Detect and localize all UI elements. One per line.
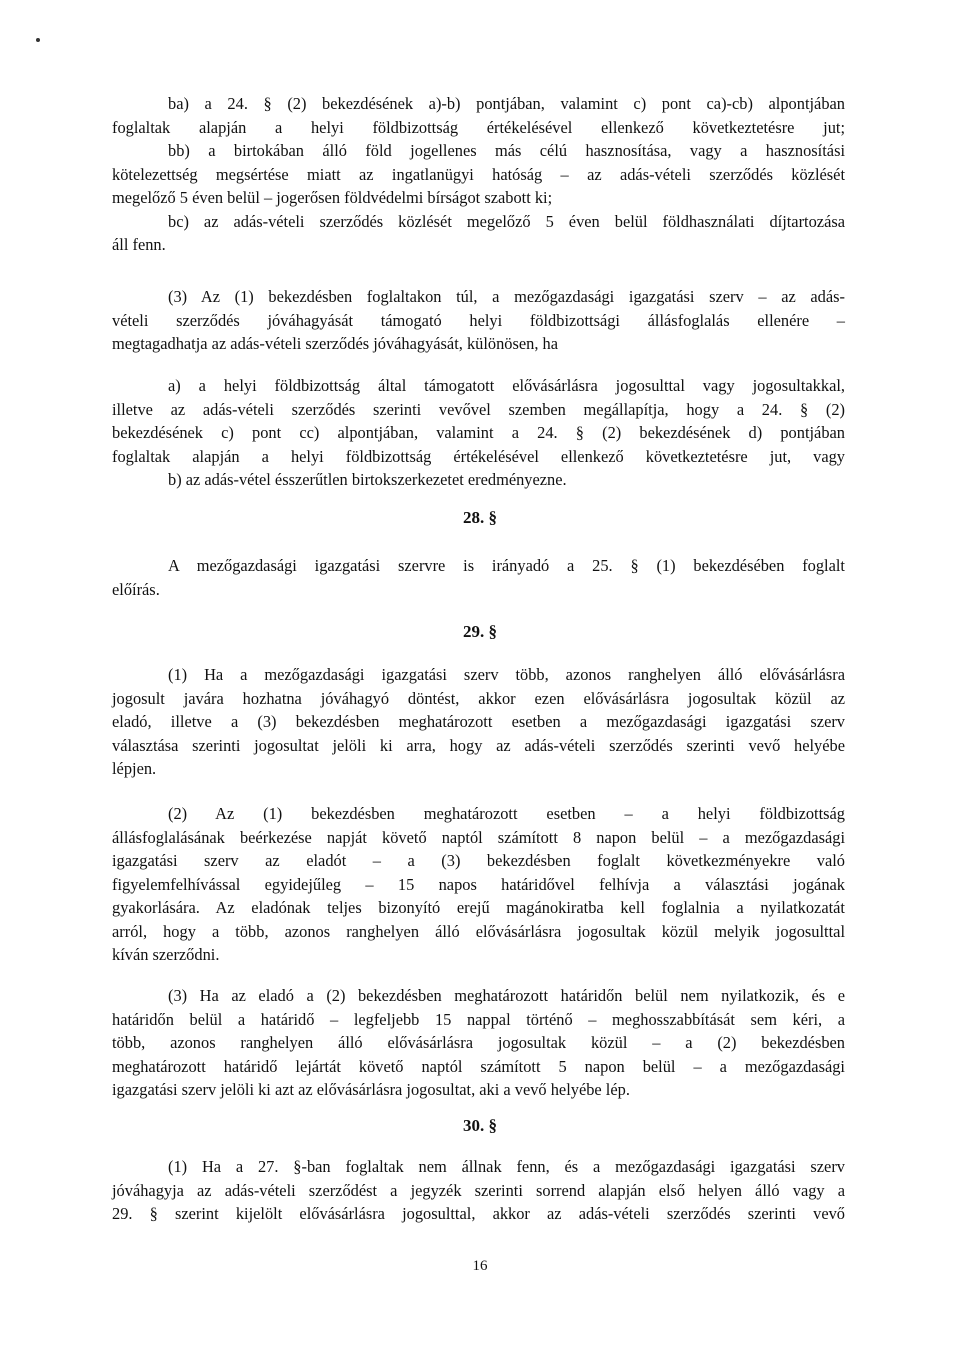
- text-line: igazgatási szerv jelöli ki azt az elővásárlásra jogosultat, aki a vevő helyébe lép.: [112, 1080, 630, 1099]
- text-line: előírás.: [112, 579, 160, 599]
- text-line: foglaltak alapján a helyi földbizottság értékelésével ellenkező következtetésre jut;: [112, 117, 845, 137]
- text-line: (3) Az (1) bekezdésben foglaltakon túl, a mezőgazdasági igazgatási szerv – az adás-: [168, 287, 845, 306]
- section-29-paragraph-3: [112, 984, 845, 1102]
- text-line: gyakorlására. Az eladónak teljes bizonyító erejű magánokiratba kell foglalnia a nyilatkozatát: [112, 898, 845, 917]
- text-line: eladó, illetve a (3) bekezdésben meghatározott esetben a mezőgazdasági igazgatási szerv: [112, 712, 845, 731]
- text-line: illetve az adás-vételi szerződés szerinti vevővel szemben megállapítja, hogy a 24. § (2): [112, 399, 845, 419]
- text-line: áll fenn.: [112, 235, 166, 254]
- paragraph-a-b: [112, 374, 845, 492]
- paragraph-ba-bc: [112, 92, 845, 257]
- text-line: megtagadhatja az adás-vételi szerződés jóváhagyását, különösen, ha: [112, 334, 559, 353]
- text-line: bb) a birtokában álló föld jogellenes más célú hasznosítása, vagy a hasznosítási: [168, 141, 845, 160]
- text-line: ba) a 24. § (2) bekezdésének a)-b) pontjában, valamint c) pont ca)-cb) alpontjában: [168, 94, 845, 113]
- text-line: jogosult javára hozhatna jóváhagyó döntést, akkor ezen elővásárlásra jogosultak közül az: [112, 688, 845, 708]
- section-29-paragraph-1: [112, 663, 845, 781]
- text-line: bekezdésének c) pont cc) alpontjában, valamint a 24. § (2) bekezdésének d) pontjában: [112, 423, 845, 442]
- text-line: A mezőgazdasági igazgatási szervre is irányadó a 25. § (1) bekezdésében foglalt: [168, 556, 845, 575]
- text-line: kíván szerződni.: [112, 945, 220, 964]
- paragraph-3: [112, 285, 845, 356]
- text-line: arról, hogy a több, azonos ranghelyen álló elővásárlásra jogosultak közül melyik jogosulttal: [112, 921, 845, 941]
- text-line: bc) az adás-vételi szerződés közlését megelőző 5 éven belül földhasználati díjtartozása: [168, 211, 845, 231]
- text-line: (1) Ha a mezőgazdasági igazgatási szerv több, azonos ranghelyen álló elővásárlásra: [168, 665, 845, 684]
- page-number: 16: [472, 1258, 488, 1274]
- text-line: lépjen.: [112, 759, 157, 778]
- section-heading-29: 29. §: [463, 622, 497, 641]
- text-line: meghatározott határidő lejártát követő naptól számított 5 napon belül – a mezőgazdasági: [112, 1056, 845, 1076]
- text-line: jóváhagyja az adás-vételi szerződést a jegyzék szerinti sorrend alapján első helyen álló vagy a: [112, 1180, 845, 1200]
- text-line: választása szerinti jogosultat jelöli ki arra, hogy az adás-vételi szerződés szerinti vevő helyébe: [112, 735, 845, 755]
- text-line: több, azonos ranghelyen álló elővásárlásra jogosultak közül – a (2) bekezdésben: [112, 1033, 845, 1052]
- section-heading-30: 30. §: [463, 1116, 497, 1135]
- text-line: határidőn belül a határidő – legfeljebb 15 nappal történő – meghosszabbítását sem kéri, a: [112, 1009, 845, 1029]
- text-line: vételi szerződés jóváhagyását támogató helyi földbizottsági állásfoglalás ellenére –: [112, 310, 845, 330]
- text-line: (1) Ha a 27. §-ban foglaltak nem állnak fenn, és a mezőgazdasági igazgatási szerv: [168, 1157, 845, 1176]
- scan-speck: [36, 38, 40, 42]
- section-30-paragraph-1: [112, 1155, 845, 1226]
- text-line: (2) Az (1) bekezdésben meghatározott esetben – a helyi földbizottság: [168, 804, 845, 823]
- text-line: megelőző 5 éven belül – jogerősen földvédelmi bírságot szabott ki;: [112, 188, 553, 207]
- section-29-paragraph-2: [112, 802, 845, 967]
- text-line: foglaltak alapján a helyi földbizottság értékelésével ellenkező következtetésre jut, vagy: [112, 446, 845, 466]
- text-line: figyelemfelhívással egyidejűleg – 15 napos határidővel felhívja a választási jogának: [112, 874, 845, 894]
- text-line: állásfoglalásának beérkezése napját követő naptól számított 8 napon belül – a mezőgazdasági: [112, 827, 845, 847]
- text-line: kötelezettség megsértése miatt az ingatlanügyi hatóság – az adás-vételi szerződés közlését: [112, 164, 845, 184]
- text-line: igazgatási szerv az eladót – a (3) bekezdésben foglalt következményekre való: [112, 851, 845, 870]
- section-heading-28: 28. §: [463, 508, 497, 527]
- text-line: 29. § szerint kijelölt elővásárlásra jogosulttal, akkor az adás-vételi szerződés szerinti vevő: [112, 1204, 845, 1223]
- text-line: a) a helyi földbizottság által támogatott elővásárlásra jogosulttal vagy jogosultakkal,: [168, 376, 845, 395]
- text-line: b) az adás-vétel ésszerűtlen birtokszerkezetet eredményezne.: [168, 470, 567, 489]
- text-line: (3) Ha az eladó a (2) bekezdésben meghatározott határidőn belül nem nyilatkozik, és e: [168, 986, 845, 1005]
- section-28-text: [112, 554, 845, 601]
